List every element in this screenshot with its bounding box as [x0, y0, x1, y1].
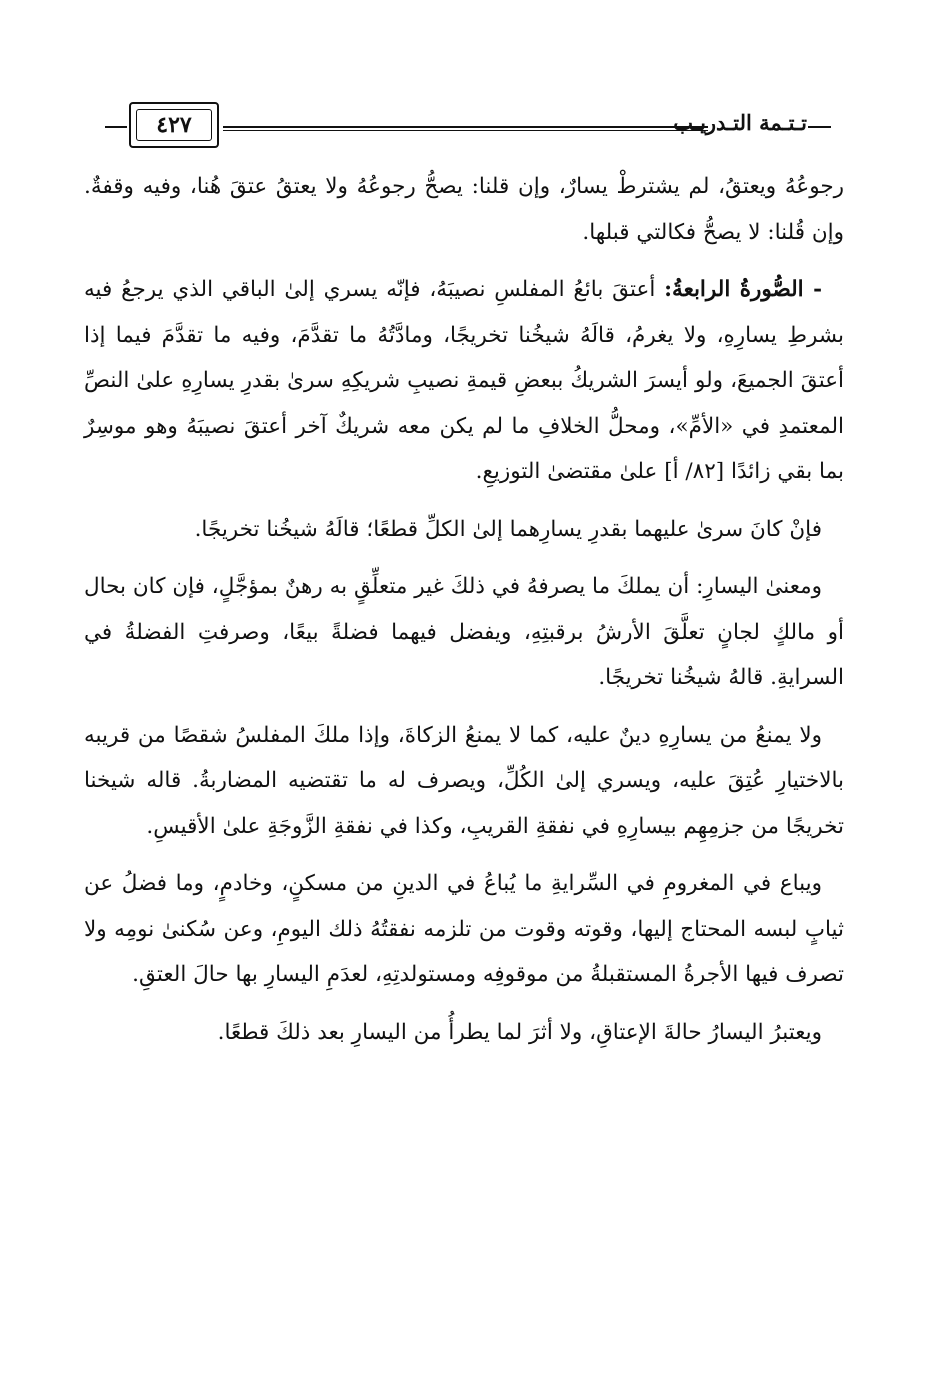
header-rule-main: [223, 126, 708, 128]
paragraph-5: ولا يمنعُ من يسارِهِ دينٌ عليه، كما لا يمنعُ الزكاةَ، وإذا ملكَ المفلسُ شقصًا من قريبه بالاختيارِ عُتِقَ عليه، ويسري إلىٰ الكُلِّ، ويصرف له ما تقتضيه المضاربةُ. قاله شيخنا تخريجًا من جزمِهِم بيسارِهِ في نفقةِ القريبِ، وكذا في نفقةِ الزَّوجَةِ علىٰ الأقيسِ.: [84, 722, 844, 839]
paragraph-3: فإنْ كانَ سرىٰ عليهما بقدرِ يسارِهما إلىٰ الكلِّ قطعًا؛ قالَهُ شيخُنا تخريجًا.: [194, 516, 822, 542]
section-heading: - الصُّورةُ الرابعةُ:: [664, 277, 822, 302]
page-number-frame: [129, 102, 219, 148]
paragraph-1: رجوعُهُ ويعتقُ، لم يشترطْ يسارٌ، وإن قلنا: يصحُّ رجوعُهُ ولا يعتقُ عتقَ هُنا، وفيه وقفةٌ. وإن قُلنا: لا يصحُّ فكالتي قبلها.: [84, 174, 844, 245]
header-rule-right: [808, 126, 831, 128]
header-rule-thin: [223, 130, 708, 131]
running-title: تـتـمة التـدريـب: [673, 110, 807, 135]
paragraph-7: ويعتبرُ اليسارُ حالةَ الإعتاقِ، ولا أثرَ لما يطرأُ من اليسارِ بعد ذلكَ قطعًا.: [217, 1019, 822, 1045]
paragraph-4: ومعنىٰ اليسارِ: أن يملكَ ما يصرفهُ في ذلكَ غير متعلِّقٍ به رهنٌ بمؤجَّلٍ، فإن كان بحال أو مالكٍ لجانٍ تعلَّقَ الأرشُ برقبتِهِ، ويفضل فيهما فضلةً بيعًا، وصرفتِ الفضلةُ في السرايةِ. قالهُ شيخُنا تخريجًا.: [84, 574, 844, 690]
page-number: ٤٢٧: [136, 109, 212, 141]
header-rule-left: [105, 126, 127, 128]
paragraph-2-text: أعتقَ بائعُ المفلسِ نصيبَهُ، فإنّه يسري إلىٰ الباقي الذي يرجعُ فيه بشرطِ يسارِهِ، ولا يغرمُ، قالَهُ شيخُنا تخريجًا، ومادَّتُهُ ما تقدَّمَ، وفيه ما تقدَّمَ فيما إذا أعتقَ الجميعَ، ولو أيسرَ الشريكُ ببعضِ قيمةِ نصيبِ شريكِهِ سرىٰ بقدرِ يسارِهِ علىٰ النصِّ المعتمدِ في «الأمِّ»، ومحلُّ الخلافِ ما لم يكن معه شريكٌ آخر أعتقَ نصيبَهُ وهو موسِرٌ بما بقي زائدًا [٨٢/ أ] علىٰ مقتضىٰ التوزيعِ.: [84, 277, 844, 484]
paragraph-2: [84, 267, 844, 495]
page-header: [105, 96, 831, 156]
paragraph-6: ويباع في المغرومِ في السِّرايةِ ما يُباعُ في الدينِ من مسكنٍ، وخادمٍ، وما فضلُ عن ثيابٍ لبسه المحتاج إليها، وقوته وقوت من تلزمه نفقتُهُ ذلك اليومِ، وعن سُكنىٰ نومِه ولا تصرف فيها الأجرةُ المستقبلةُ من موقوفِه ومستولدتِهِ، لعدَمِ اليسارِ بها حالَ العتقِ.: [84, 871, 844, 987]
page-body: [84, 164, 844, 1067]
